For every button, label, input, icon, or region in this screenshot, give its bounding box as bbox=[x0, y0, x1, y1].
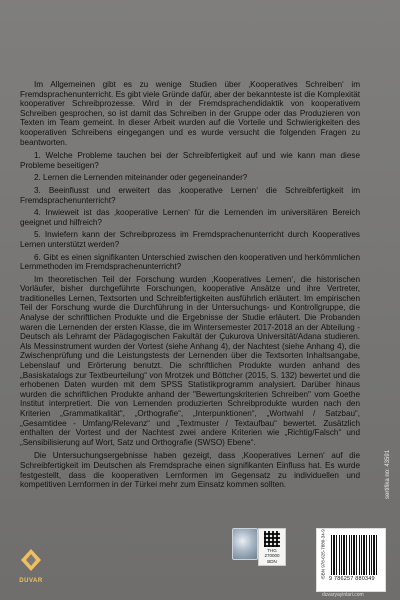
qr-sticker bbox=[258, 528, 286, 566]
barcode-icon bbox=[331, 535, 379, 575]
isbn-text: ISBN 978-625-7880-34-9 bbox=[320, 529, 326, 580]
question-5: 5. Inwiefern kann der Schreibprozess im Fremdsprachenunterricht durch Kooperatives Lernen unterstützt werden? bbox=[20, 230, 360, 249]
publisher-name: DUVAR bbox=[19, 578, 43, 584]
publisher-website: duvaryayinlari.com bbox=[322, 592, 364, 598]
sticker-line-2: 270000 bbox=[264, 553, 280, 559]
duvar-logo-icon bbox=[20, 548, 42, 572]
isbn-vertical bbox=[319, 529, 327, 583]
question-2: 2. Lernen die Lernenden miteinander oder gegeneinander? bbox=[34, 173, 248, 183]
hologram-sticker bbox=[232, 528, 258, 560]
publisher-logo bbox=[16, 548, 46, 588]
certificate-number bbox=[382, 440, 394, 500]
sticker-line-1: THG bbox=[267, 548, 277, 553]
barcode-digits: 9 786257 880349 bbox=[329, 576, 375, 582]
isbn-barcode bbox=[316, 528, 386, 592]
sticker-line-3: BDN bbox=[267, 558, 277, 564]
question-3: 3. Beeinflusst und erweitert das ‚kooperative Lernen‘ die Schreibfertigkeit im Fremdsprachenunterricht? bbox=[20, 185, 360, 205]
question-1: 1. Welche Probleme tauchen bei der Schreibfertigkeit auf und wie kann man diese Probleme beseitigen? bbox=[20, 151, 360, 170]
question-6: 6. Gibt es einen signifikanten Unterschied zwischen den kooperativen und herkömmlichen Lernmethoden im Fremdsprachenunterricht? bbox=[20, 252, 360, 272]
question-4: 4. Inwieweit ist das ‚kooperative Lernen‘ für die Lernenden im universitären Bereich geeignet und hilfreich? bbox=[20, 208, 360, 227]
qr-code-icon bbox=[264, 531, 280, 547]
certificate-label: sertifika no: 43591 bbox=[385, 449, 391, 499]
closing-paragraph: Die Untersuchungsergebnisse haben gezeigt, dass ‚Kooperatives Lernen‘ auf die Schreibfertigkeit im Deutschen als Fremdsprache einen signifikanten Einfluss hat. Es wurde festgestellt, dass die kooperativen Lernformen im Gegensatz zu individuellen und kompetitiven Lernformen in der Türkei mehr zum Einsatz kommen sollten. bbox=[20, 451, 360, 490]
intro-paragraph: Im Allgemeinen gibt es zu wenige Studien über ‚Kooperatives Schreiben‘ im Fremdsprachenunterricht. Es gibt viele Gründe dafür, aber der bekannteste ist die Komplexität kooperativer Schreibprozesse. Wird in der Fremdsprachendidaktik von kooperativem Schreiben gesprochen, so ist damit das Schreiben in der Gruppe oder das Produzieren von Texten im Team gemeint. In dieser Arbeit wurden auf die Vorteile und Schwierigkeiten des kooperativen Schreibens eingegangen und es wurde versucht die folgenden Fragen zu beantworten. bbox=[20, 80, 360, 147]
blurb-text bbox=[20, 80, 360, 494]
method-paragraph: Im theoretischen Teil der Forschung wurden ‚Kooperatives Lernen‘, die historischen Vorläufer, bisher durchgeführte Forschungen, kooperative Ansätze und ihre Vertreter, traditionelles Lernen, Textsorten und Schreibfertigkeiten ausführlich erläutert. Im empirischen Teil der Forschung wurde die Durchführung in der Untersuchungs- und Kontrollgruppe, die Analyse der schriftlichen Produkte und die Ergebnisse der Studie erläutert. Die Probanden waren die Lernenden der ersten Klasse, die im Wintersemester 2017-2018 an der Abteilung - Deutsch als Lehramt der Pädagogischen Fakultät der Çukurova Universität/Adana studieren. Als Messinstrument wurden der Vortest (siehe Anhang 4), der Nachtest (siehe Anhang 4), die Zwischenprüfung und die Leistungstests der Lernenden über die Textsorten Inhaltsangabe, Lebenslauf und Erörterung benutzt. Die schriftlichen Produkte wurden anhand des „Basiskatalogs zur Textbeurteilung“ von Mrotzek und Böttcher (2015, S. 132) bewertet und die erhobenen Daten wurden mit dem SPSS Statistikprogramm analysiert. Darüber hinaus wurden die schriftlichen Produkte anhand der "Bewertungskriterien Schreiben" vom Goethe Institut interpretiert. Die von Lernenden produzierten Schreibprodukte wurden nach den Kriterien „Grammatikalität“, „Orthografie“, „Interpunktionen“, „Wortwahl / Satzbau“, „Gesamtidee - Umfang/Relevanz“ und „Textmuster / Textaufbau“ bewertet. Zusätzlich enthalten der Vortest und der Nachtest zwei andere Kriterien wie „Richtig/Falsch“ und „Sensibilisierung auf Wort, Satz und Orthografie (SWSO) Ebene“. bbox=[20, 274, 360, 447]
